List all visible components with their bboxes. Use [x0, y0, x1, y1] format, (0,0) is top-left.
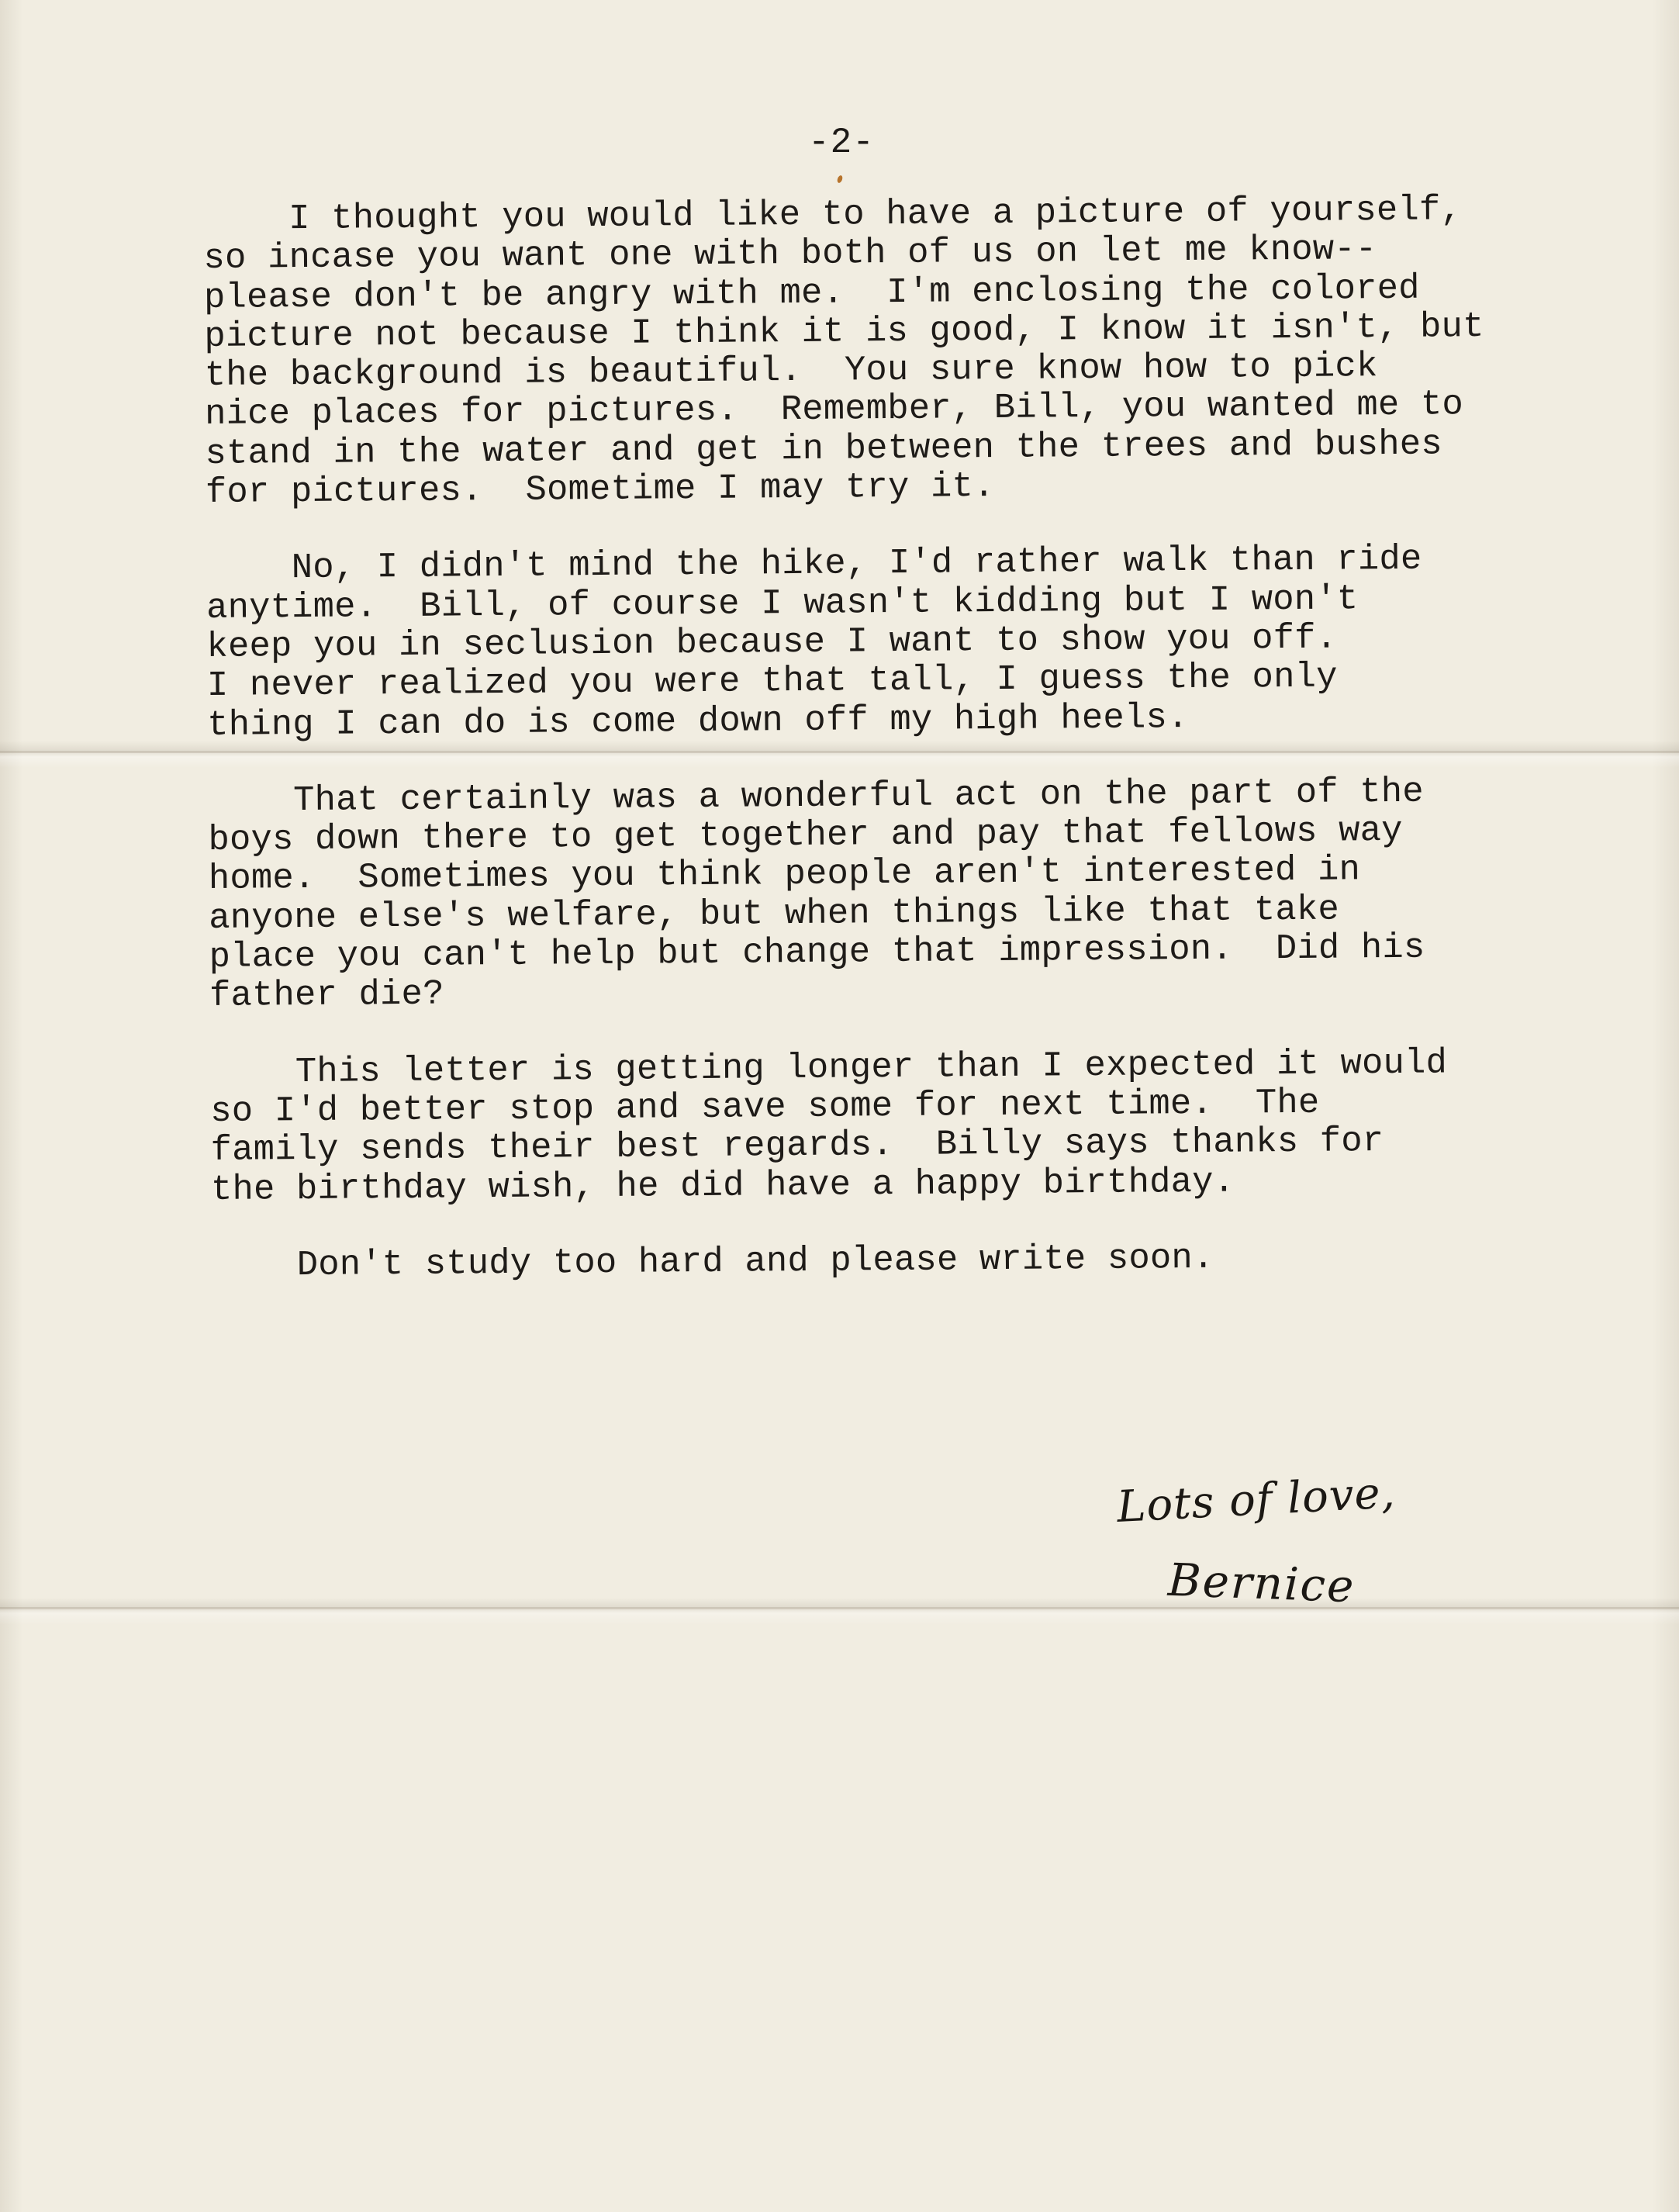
closing: Lots of love, [1115, 1467, 1397, 1533]
text-line: the background is beautiful. You sure know how to pick [204, 346, 1378, 396]
paragraph-boys [208, 771, 1621, 1016]
paragraph-hike [206, 538, 1619, 745]
text-line: family sends their best regards. Billy says thanks for [210, 1121, 1384, 1171]
text-line: boys down there to get together and pay that fellows way [208, 810, 1403, 861]
paragraph-picture [203, 189, 1617, 513]
text-line: so incase you want one with both of us on let me know-- [203, 229, 1377, 279]
text-line: keep you in seclusion because I want to show you off. [206, 617, 1338, 667]
text-line: nice places for pictures. Remember, Bill, you wanted me to [204, 384, 1464, 435]
text-line: please don't be angry with me. I'm enclosing the colored [203, 268, 1420, 318]
text-line: stand in the water and get in between the trees and bushes [205, 423, 1442, 474]
paragraph-study [212, 1235, 1623, 1285]
text-line: anytime. Bill, of course I wasn't kidding but I won't [206, 578, 1359, 628]
text-line: place you can't help but change that impression. Did his [209, 927, 1425, 978]
text-line: so I'd better stop and save some for next time. The [210, 1082, 1320, 1132]
letter-body [203, 189, 1623, 1322]
text-line: thing I can do is come down off my high heels. [207, 696, 1189, 745]
text-line: That certainly was a wonderful act on the part of the [207, 771, 1425, 821]
paragraph-letter-length [210, 1042, 1623, 1208]
text-line: for pictures. Sometime I may try it. [205, 466, 995, 513]
text-line: picture not because I think it is good, I know it isn't, but [204, 306, 1484, 357]
text-line: I thought you would like to have a picture of yourself, [202, 189, 1463, 240]
text-line: No, I didn't mind the hike, I'd rather walk than ride [206, 539, 1422, 589]
text-line: I never realized you were that tall, I guess the only [206, 656, 1338, 707]
signature-block [1115, 1467, 1442, 1613]
page-number: -2- [808, 123, 875, 163]
text-line: anyone else's welfare, but when things like that take [209, 889, 1340, 938]
text-line: Don't study too hard and please write soon. [211, 1237, 1214, 1286]
text-line: home. Sometimes you think people aren't interested in [208, 849, 1361, 900]
text-line: the birthday wish, he did have a happy birthday. [210, 1161, 1235, 1210]
text-line: This letter is getting longer than I expected it would [209, 1042, 1448, 1093]
signature: Bernice [1166, 1553, 1356, 1613]
text-line: father die? [209, 973, 444, 1017]
ink-mark [836, 175, 843, 183]
